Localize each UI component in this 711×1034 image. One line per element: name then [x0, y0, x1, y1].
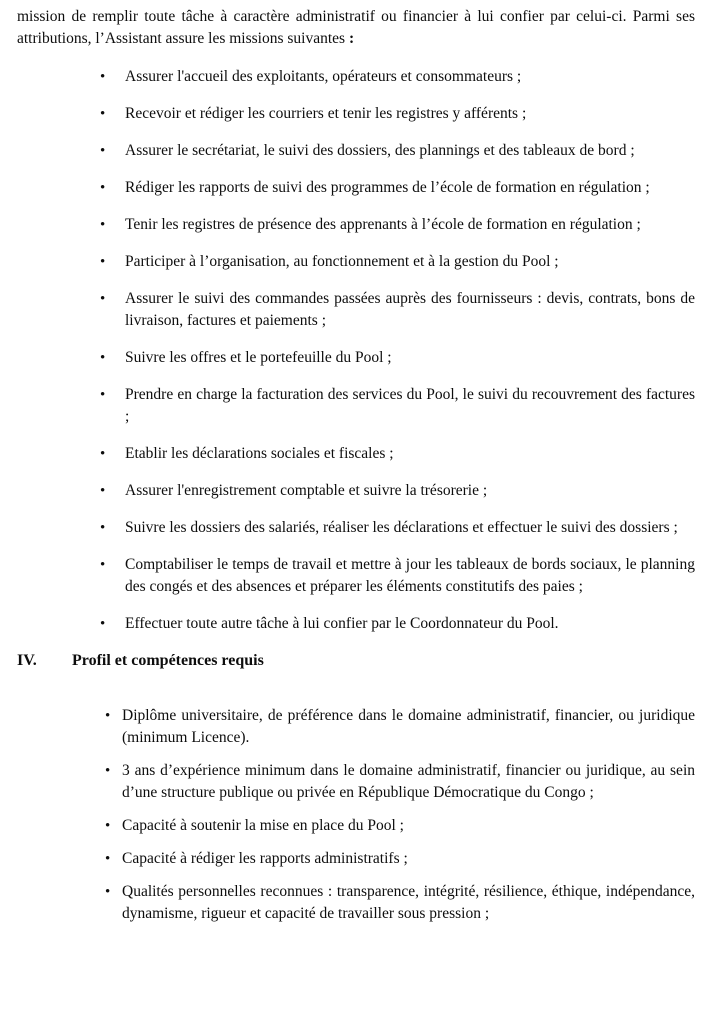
- list-item-text: Tenir les registres de présence des apprenants à l’école de formation en régulation ;: [125, 216, 641, 233]
- bullet-icon: [100, 384, 125, 428]
- list-item-text: Etablir les déclarations sociales et fiscales ;: [125, 445, 394, 462]
- bullet-icon: [100, 443, 125, 465]
- bullet-icon: [100, 140, 125, 162]
- bullet-icon: [100, 103, 125, 125]
- list-item-text: Prendre en charge la facturation des services du Pool, le suivi du recouvrement des factures ;: [125, 386, 695, 425]
- bullet-icon: [105, 881, 122, 925]
- bullet-icon: [100, 288, 125, 332]
- list-item-text: Assurer le suivi des commandes passées auprès des fournisseurs : devis, contrats, bons de livraison, factures et paiements ;: [125, 290, 695, 329]
- list-item-text: Comptabiliser le temps de travail et mettre à jour les tableaux de bords sociaux, le planning des congés et des absences et préparer les éléments constitutifs des paies ;: [125, 556, 695, 595]
- list-item-text: Assurer le secrétariat, le suivi des dossiers, des plannings et des tableaux de bord ;: [125, 142, 635, 159]
- list-item: [100, 177, 695, 199]
- list-item: [100, 480, 695, 502]
- list-item: [100, 384, 695, 428]
- list-item-text: Assurer l'enregistrement comptable et suivre la trésorerie ;: [125, 482, 488, 499]
- list-item: [105, 881, 695, 925]
- bullet-icon: [100, 347, 125, 369]
- list-item-text: Capacité à soutenir la mise en place du Pool ;: [122, 817, 404, 834]
- list-item-text: Recevoir et rédiger les courriers et tenir les registres y afférents ;: [125, 105, 527, 122]
- list-item-text: Assurer l'accueil des exploitants, opérateurs et consommateurs ;: [125, 68, 522, 85]
- list-item: [105, 815, 695, 837]
- list-item-text: Effectuer toute autre tâche à lui confier par le Coordonnateur du Pool.: [125, 615, 559, 632]
- missions-list: [17, 66, 695, 635]
- bullet-icon: [100, 517, 125, 539]
- list-item: [100, 251, 695, 273]
- bullet-icon: [100, 251, 125, 273]
- document-page: [17, 6, 695, 925]
- list-item-text: Qualités personnelles reconnues : transparence, intégrité, résilience, éthique, indépendance, dynamisme, rigueur et capacité de travailler sous pression ;: [122, 883, 695, 922]
- list-item: [100, 288, 695, 332]
- section-number: IV.: [17, 652, 37, 669]
- bullet-icon: [105, 815, 122, 837]
- list-item: [100, 140, 695, 162]
- list-item: [100, 517, 695, 539]
- bullet-icon: [105, 848, 122, 870]
- intro-paragraph: [17, 6, 695, 50]
- bullet-icon: [100, 554, 125, 598]
- profile-list: [17, 705, 695, 925]
- intro-text: mission de remplir toute tâche à caractère administratif ou financier à lui confier par celui-ci. Parmi ses attributions, l’Assistant assure les missions suivantes: [17, 8, 695, 47]
- list-item: [100, 554, 695, 598]
- list-item: [105, 848, 695, 870]
- list-item: [100, 214, 695, 236]
- bullet-icon: [105, 705, 122, 749]
- list-item-text: 3 ans d’expérience minimum dans le domaine administratif, financier ou juridique, au sein d’une structure publique ou privée en République Démocratique du Congo ;: [122, 762, 695, 801]
- bullet-icon: [100, 214, 125, 236]
- bullet-icon: [100, 66, 125, 88]
- section-heading: [17, 650, 695, 672]
- bullet-icon: [100, 613, 125, 635]
- list-item-text: Participer à l’organisation, au fonctionnement et à la gestion du Pool ;: [125, 253, 559, 270]
- bullet-icon: [100, 480, 125, 502]
- list-item: [100, 347, 695, 369]
- list-item-text: Suivre les dossiers des salariés, réaliser les déclarations et effectuer le suivi des dossiers ;: [125, 519, 678, 536]
- list-item: [100, 613, 695, 635]
- list-item-text: Diplôme universitaire, de préférence dans le domaine administratif, financier, ou juridique (minimum Licence).: [122, 707, 695, 746]
- list-item-text: Capacité à rédiger les rapports administratifs ;: [122, 850, 408, 867]
- list-item: [105, 760, 695, 804]
- list-item: [100, 103, 695, 125]
- section-title: Profil et compétences requis: [72, 652, 264, 669]
- bullet-icon: [100, 177, 125, 199]
- list-item-text: Suivre les offres et le portefeuille du Pool ;: [125, 349, 392, 366]
- list-item: [100, 443, 695, 465]
- list-item: [105, 705, 695, 749]
- list-item-text: Rédiger les rapports de suivi des programmes de l’école de formation en régulation ;: [125, 179, 650, 196]
- list-item: [100, 66, 695, 88]
- bullet-icon: [105, 760, 122, 804]
- intro-colon: :: [345, 30, 355, 47]
